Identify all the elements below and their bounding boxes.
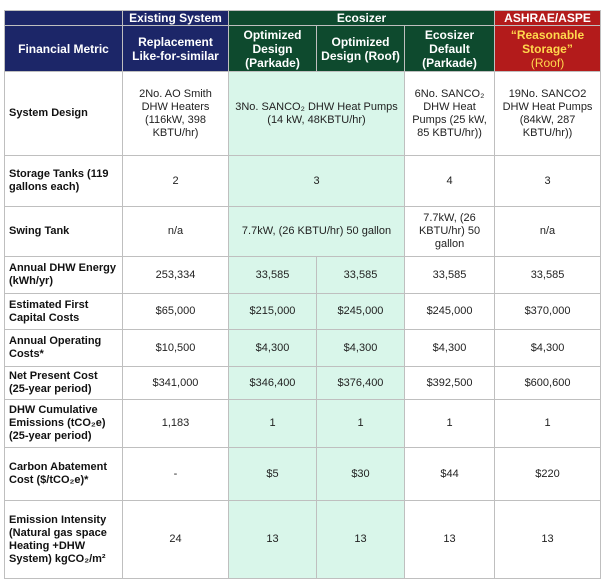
cell-default: 4 <box>405 156 495 207</box>
cell-ashrae: 19No. SANCO2 DHW Heat Pumps (84kW, 287 KBTU/hr)) <box>495 72 601 156</box>
row-label-net-present-cost: Net Present Cost (25-year period) <box>5 367 123 400</box>
cell-roof: $30 <box>317 448 405 501</box>
reasonable-roof-label: (Roof) <box>530 55 565 70</box>
cell-default: 7.7kW, (26 KBTU/hr) 50 gallon <box>405 207 495 257</box>
cell-parkade: $346,400 <box>229 367 317 400</box>
cell-default: 1 <box>405 400 495 448</box>
cell-default: 6No. SANCO₂ DHW Heat Pumps (25 kW, 85 KBTU/hr)) <box>405 72 495 156</box>
optimized-roof-header: Optimized Design (Roof) <box>317 26 405 72</box>
cell-default: 33,585 <box>405 257 495 294</box>
row-label-swing-tank: Swing Tank <box>5 207 123 257</box>
replacement-header: Replacement Like-for-similar <box>123 26 229 72</box>
cell-ashrae: 33,585 <box>495 257 601 294</box>
cell-roof: 1 <box>317 400 405 448</box>
cell-optimized: 3No. SANCO₂ DHW Heat Pumps (14 kW, 48KBTU/hr) <box>229 72 405 156</box>
ecosizer-default-header: Ecosizer Default (Parkade) <box>405 26 495 72</box>
table-row <box>5 330 601 367</box>
row-label-annual-energy: Annual DHW Energy (kWh/yr) <box>5 257 123 294</box>
cell-roof: 33,585 <box>317 257 405 294</box>
ecosizer-header: Ecosizer <box>229 11 495 26</box>
row-label-storage: Storage Tanks (119 gallons each) <box>5 156 123 207</box>
row-label-emission-intensity: Emission Intensity (Natural gas space Heating +DHW System) kgCO₂/m² <box>5 501 123 579</box>
cell-ashrae: 13 <box>495 501 601 579</box>
cell-parkade: 13 <box>229 501 317 579</box>
reasonable-storage-label: “Reasonable Storage” <box>510 27 585 56</box>
cell-parkade: 1 <box>229 400 317 448</box>
existing-system-header: Existing System <box>123 11 229 26</box>
table-row <box>5 448 601 501</box>
cell-default: 13 <box>405 501 495 579</box>
cell-roof: $245,000 <box>317 294 405 330</box>
cell-existing: 2 <box>123 156 229 207</box>
table-row <box>5 257 601 294</box>
cell-roof: 13 <box>317 501 405 579</box>
cell-existing: 24 <box>123 501 229 579</box>
row-label-capital-costs: Estimated First Capital Costs <box>5 294 123 330</box>
financial-comparison-table <box>4 10 601 579</box>
cell-existing: 253,334 <box>123 257 229 294</box>
row-label-operating-costs: Annual Operating Costs* <box>5 330 123 367</box>
cell-existing: - <box>123 448 229 501</box>
cell-existing: 1,183 <box>123 400 229 448</box>
cell-optimized: 3 <box>229 156 405 207</box>
cell-ashrae: $220 <box>495 448 601 501</box>
header-group-row <box>5 11 601 26</box>
cell-ashrae: $600,600 <box>495 367 601 400</box>
table-row <box>5 156 601 207</box>
header-sub-row <box>5 26 601 72</box>
cell-parkade: $215,000 <box>229 294 317 330</box>
cell-existing: $65,000 <box>123 294 229 330</box>
cell-default: $245,000 <box>405 294 495 330</box>
table-row <box>5 400 601 448</box>
ashrae-header: ASHRAE/ASPE <box>495 11 601 26</box>
cell-optimized: 7.7kW, (26 KBTU/hr) 50 gallon <box>229 207 405 257</box>
cell-ashrae: 3 <box>495 156 601 207</box>
financial-metric-header: Financial Metric <box>5 26 123 72</box>
row-label-emissions: DHW Cumulative Emissions (tCO₂e) (25-year period) <box>5 400 123 448</box>
cell-roof: $4,300 <box>317 330 405 367</box>
cell-roof: $376,400 <box>317 367 405 400</box>
cell-parkade: $4,300 <box>229 330 317 367</box>
header-blank-cell <box>5 11 123 26</box>
table-row <box>5 294 601 330</box>
cell-existing: $10,500 <box>123 330 229 367</box>
cell-ashrae: 1 <box>495 400 601 448</box>
table-row <box>5 72 601 156</box>
cell-existing: n/a <box>123 207 229 257</box>
optimized-parkade-header: Optimized Design (Parkade) <box>229 26 317 72</box>
cell-ashrae: $370,000 <box>495 294 601 330</box>
cell-parkade: 33,585 <box>229 257 317 294</box>
cell-existing: $341,000 <box>123 367 229 400</box>
table-row <box>5 501 601 579</box>
cell-parkade: $5 <box>229 448 317 501</box>
cell-ashrae: $4,300 <box>495 330 601 367</box>
reasonable-storage-header <box>495 26 601 72</box>
row-label-system-design: System Design <box>5 72 123 156</box>
cell-default: $44 <box>405 448 495 501</box>
table-row <box>5 367 601 400</box>
cell-ashrae: n/a <box>495 207 601 257</box>
row-label-carbon-abatement: Carbon Abatement Cost ($/tCO₂e)* <box>5 448 123 501</box>
table-row <box>5 207 601 257</box>
cell-default: $4,300 <box>405 330 495 367</box>
cell-default: $392,500 <box>405 367 495 400</box>
cell-existing: 2No. AO Smith DHW Heaters (116kW, 398 KBTU/hr) <box>123 72 229 156</box>
